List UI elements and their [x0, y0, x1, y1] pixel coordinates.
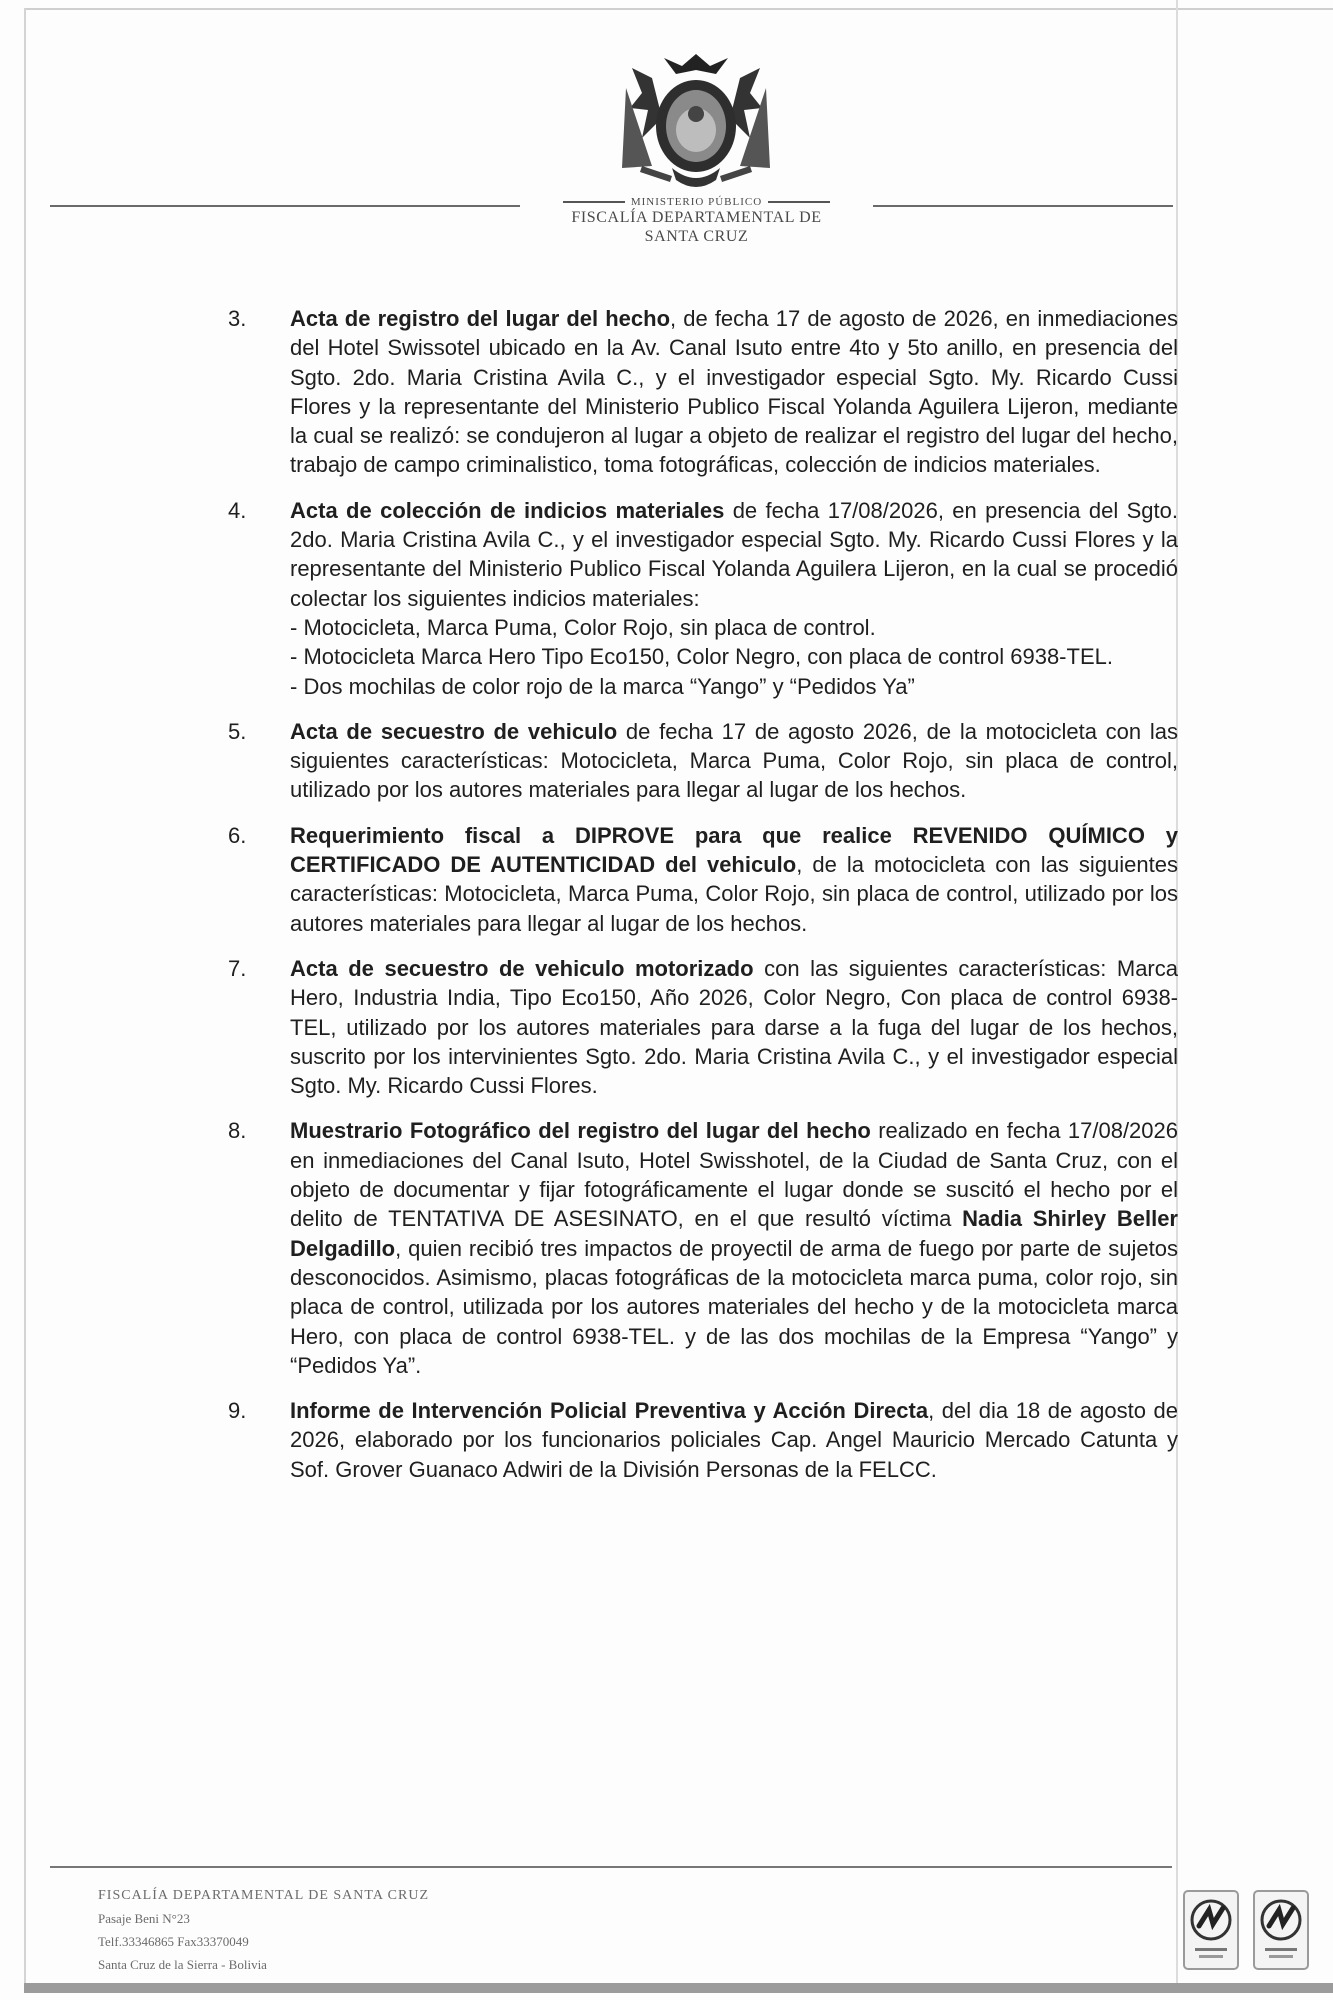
footer-phone: Telf.33346865 Fax33370049 [98, 1934, 249, 1949]
header-rule-right [873, 205, 1173, 207]
letterhead [530, 196, 863, 246]
item-heading: Muestrario Fotográfico del registro del lugar del hecho [290, 1118, 871, 1144]
item-text: , del dia 18 de agosto de 2026, elaborado por los funcionarios policiales Cap. Angel Mauricio Mercado Catunta y Sof. Grover Guanaco Adwiri de la División Personas de la FELCC. [290, 1398, 1179, 1482]
victim-name: Nadia Shirley Beller Delgadillo [290, 1206, 1178, 1261]
sub-item: - Dos mochilas de color rojo de la marca “Yango” y “Pedidos Ya” [290, 673, 915, 699]
item-number: 3. [228, 306, 247, 331]
item-text-continued: , quien recibió tres impactos de proyectil de arma de fuego por parte de sujetos desconocidos. Asimismo, placas fotográficas de la motocicleta marca puma, color rojo, sin placa de control, utilizada por los autores materiales del hecho y de la motocicleta marca Hero, con placa de control 6938-TEL. y de las dos mochilas de la Empresa “Yango” y “Pedidos Ya”. [290, 1235, 1178, 1378]
item-number: 9. [228, 1398, 247, 1424]
item-text: realizado en fecha 17/08/2026 en inmediaciones del Canal Isuto, Hotel Swisshotel, de la Ciudad de Santa Cruz, con el objeto de documentar y fijar fotográficamente el lugar donde se suscitó el hecho por el delito de TENTATIVA DE ASESINATO, en el que resultó víctima [290, 1118, 1178, 1232]
item-number: 6. [228, 822, 247, 848]
certification-seal-icon [1253, 1890, 1309, 1970]
list-item-7 [228, 954, 1178, 1100]
list-item-4 [228, 496, 1178, 701]
item-number: 7. [228, 955, 247, 981]
list-item-3 [228, 304, 1178, 480]
letterhead-santa-cruz: SANTA CRUZ [644, 228, 749, 245]
certification-seal-icon [1183, 1890, 1239, 1970]
item-heading: Acta de colección de indicios materiales [290, 497, 725, 523]
item-heading: Requerimiento fiscal a DIPROVE para que realice REVENIDO QUÍMICO y CERTIFICADO DE AUTENTICIDAD del vehiculo [290, 822, 1178, 878]
item-text: con las siguientes características: Marca Hero, Industria India, Tipo Eco150, Año 2026, Color Negro, Con placa de control 6938-TEL, utilizado por los autores materiales para darse a la fuga del lugar de los hechos, suscrito por los intervinientes Sgto. 2do. Maria Cristina Avila C., y el investigador especial Sgto. My. Ricardo Cussi Flores. [290, 955, 1178, 1099]
footer [98, 1884, 429, 1976]
footer-city: Santa Cruz de la Sierra - Bolivia [98, 1957, 267, 1972]
footer-rule [50, 1866, 1172, 1868]
item-heading: Acta de registro del lugar del hecho [290, 306, 671, 331]
letterhead-fiscalia: FISCALÍA DEPARTAMENTAL DE [571, 209, 822, 226]
sub-item: - Motocicleta, Marca Puma, Color Rojo, sin placa de control. [290, 614, 876, 640]
letterhead-ministerio: MINISTERIO PÚBLICO [530, 196, 863, 208]
page-edge-top [24, 8, 1333, 10]
item-text: , de la motocicleta con las siguientes características: Motocicleta, Marca Puma, Color Rojo, sin placa de control, utilizado por los autores materiales para llegar al lugar de los hechos. [290, 852, 1178, 936]
item-text: , de fecha 17 de agosto de 2026, en inmediaciones del Hotel Swissotel ubicado en la Av. Canal Isuto entre 4to y 5to anillo, en presencia del Sgto. 2do. Maria Cristina Avila C., y el investigador especial Sgto. My. Ricardo Cussi Flores y la representante del Ministerio Publico Fiscal Yolanda Aguilera Lijeron, mediante la cual se realizó: se condujeron al lugar a objeto de realizar el registro del lugar del hecho, trabajo de campo criminalistico, toma fotográficas, colección de indicios materiales. [290, 306, 1178, 478]
item-text: de fecha 17 de agosto 2026, de la motocicleta con las siguientes características: Motocicleta, Marca Puma, Color Rojo, sin placa de control, utilizado por los autores materiales para llegar al lugar de los hechos. [290, 718, 1179, 803]
item-text: de fecha 17/08/2026, en presencia del Sgto. 2do. Maria Cristina Avila C., y el investigador especial Sgto. My. Ricardo Cussi Flores y la representante del Ministerio Publico Fiscal Yolanda Aguilera Lijeron, en la cual se procedió colectar los siguientes indicios materiales: [290, 497, 1178, 611]
sub-item: - Motocicleta Marca Hero Tipo Eco150, Color Negro, con placa de control 6938-TEL. [290, 644, 1113, 670]
footer-org: FISCALÍA DEPARTAMENTAL DE SANTA CRUZ [98, 1888, 430, 1903]
page-edge-left [24, 8, 26, 1983]
list-item-8 [228, 1116, 1178, 1380]
coat-of-arms-emblem [612, 48, 780, 198]
item-heading: Acta de secuestro de vehiculo motorizado [290, 955, 754, 981]
list-item-5 [228, 717, 1178, 805]
list-item-9 [228, 1396, 1178, 1484]
page-edge-bottom [24, 1983, 1333, 1993]
footer-address: Pasaje Beni N°23 [98, 1911, 190, 1926]
header-rule-left [50, 205, 520, 207]
document-body [228, 304, 1178, 1500]
item-heading: Informe de Intervención Policial Preventiva y Acción Directa [290, 1398, 929, 1424]
item-number: 5. [228, 718, 247, 744]
item-number: 4. [228, 497, 247, 523]
list-item-6 [228, 821, 1178, 938]
item-heading: Acta de secuestro de vehiculo [290, 718, 618, 744]
item-number: 8. [228, 1118, 247, 1144]
